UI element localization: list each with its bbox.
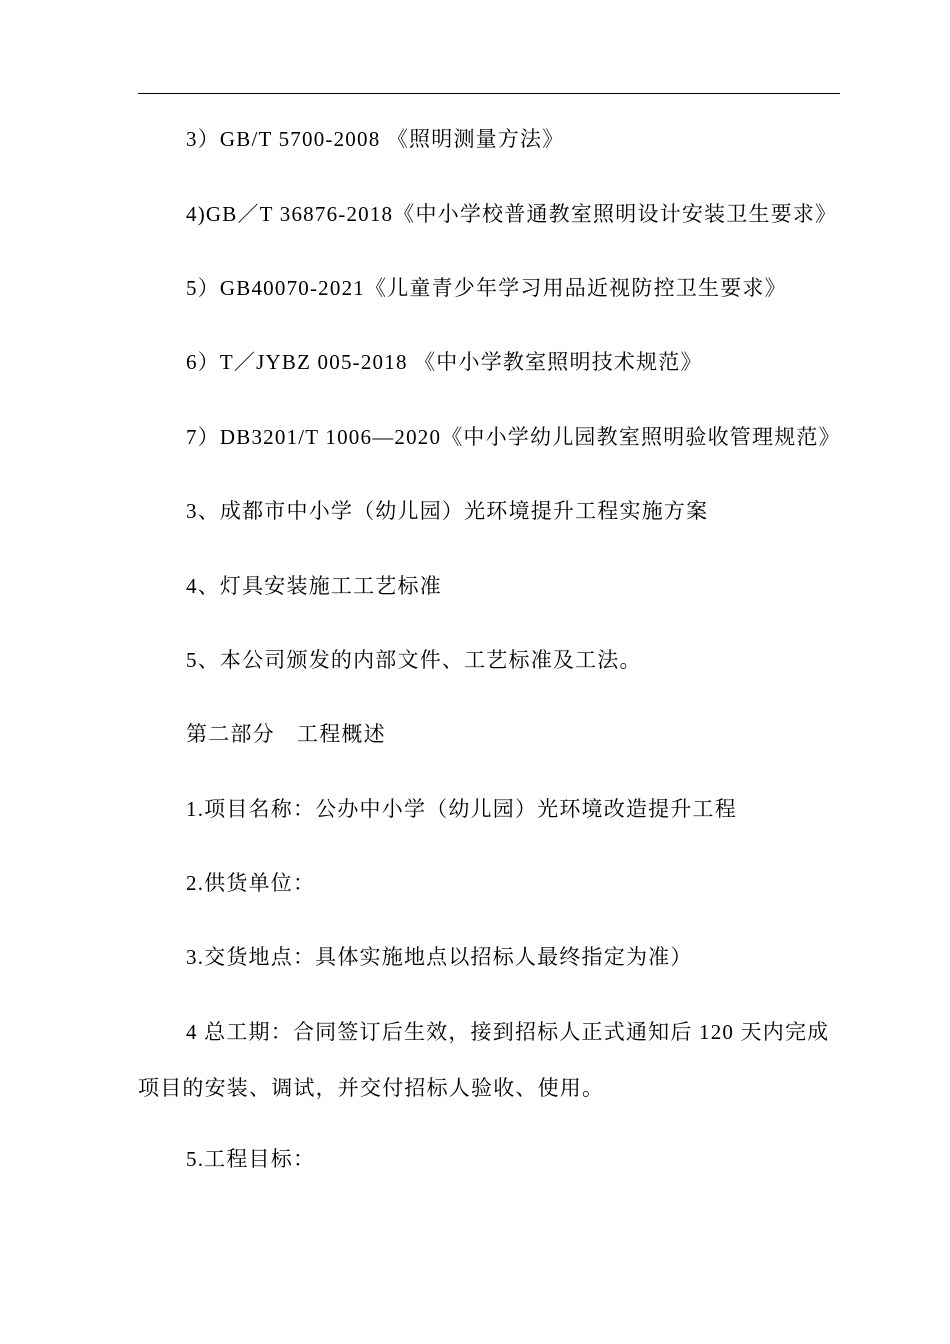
- basis-item-4: 4、灯具安装施工工艺标准: [186, 574, 442, 598]
- overview-item-4-line1: 4 总工期：合同签订后生效，接到招标人正式通知后 120 天内完成: [186, 1020, 830, 1044]
- overview-item-2: 2.供货单位：: [186, 871, 316, 895]
- standard-item-6: 6）T／JYBZ 005-2018 《中小学教室照明技术规范》: [186, 350, 703, 374]
- standard-item-5: 5）GB40070-2021《儿童青少年学习用品近视防控卫生要求》: [186, 276, 787, 300]
- standard-item-4: 4)GB／T 36876-2018《中小学校普通教室照明设计安装卫生要求》: [186, 202, 838, 226]
- standard-item-3: 3）GB/T 5700-2008 《照明测量方法》: [186, 127, 565, 151]
- overview-item-4: [138, 1018, 838, 1102]
- standard-item-7: 7）DB3201/T 1006—2020《中小学幼儿园教室照明验收管理规范》: [186, 425, 841, 449]
- overview-item-3: 3.交货地点：具体实施地点以招标人最终指定为准）: [186, 945, 693, 969]
- section-heading: 第二部分 工程概述: [186, 722, 386, 746]
- overview-item-5: 5.工程目标：: [186, 1147, 316, 1171]
- overview-item-4-line2: 项目的安装、调试，并交付招标人验收、使用。: [138, 1076, 605, 1100]
- header-rule: [138, 93, 840, 94]
- overview-item-1: 1.项目名称：公办中小学（幼儿园）光环境改造提升工程: [186, 797, 737, 821]
- basis-item-5: 5、本公司颁发的内部文件、工艺标准及工法。: [186, 648, 642, 672]
- basis-item-3: 3、成都市中小学（幼儿园）光环境提升工程实施方案: [186, 499, 709, 523]
